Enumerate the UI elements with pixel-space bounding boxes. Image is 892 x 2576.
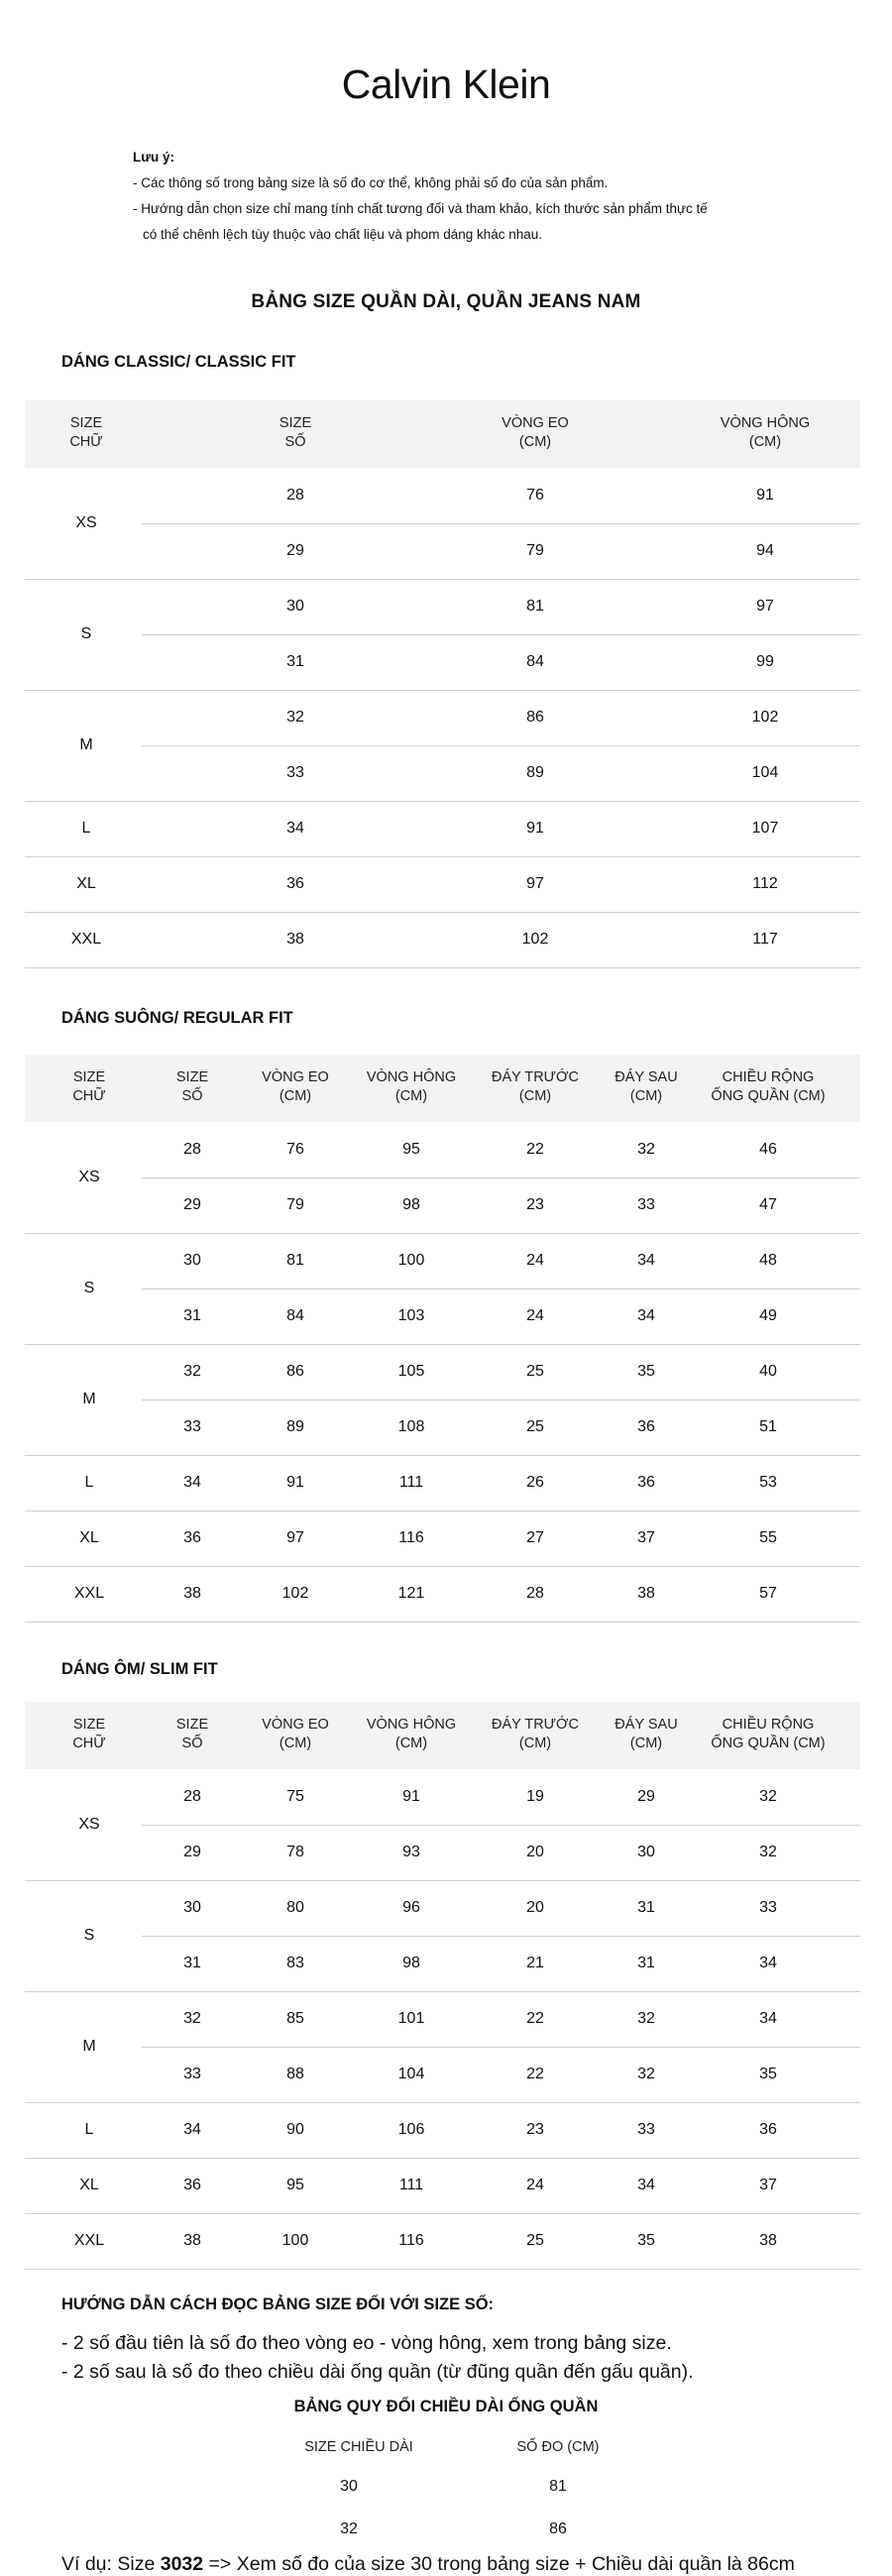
table-cell: 37: [759, 2177, 777, 2193]
table-cell: 38: [759, 2232, 777, 2249]
guide-line: - 2 số đầu tiên là số đo theo vòng eo - vòng hông, xem trong bảng size.: [61, 2332, 672, 2354]
table-cell: 103: [397, 1307, 425, 1324]
column-header: ĐÁY TRƯỚC (CM): [492, 1717, 579, 1751]
table-cell: 75: [286, 1788, 304, 1805]
table-cell: 53: [759, 1474, 777, 1491]
size-letter-cell: L: [81, 820, 91, 837]
conversion-cell: 81: [549, 2478, 567, 2495]
table-cell: 91: [756, 487, 774, 504]
conversion-header-size: SIZE CHIỀU DÀI: [304, 2439, 413, 2455]
table-cell: 98: [402, 1955, 420, 1971]
table-cell: 34: [183, 1474, 201, 1491]
table-cell: 105: [397, 1363, 425, 1380]
table-cell: 100: [397, 1252, 425, 1269]
table-cell: 30: [637, 1844, 655, 1860]
table-cell: 102: [281, 1585, 309, 1602]
table-cell: 98: [402, 1196, 420, 1213]
size-letter-cell: L: [84, 2121, 94, 2138]
table-cell: 38: [183, 2232, 201, 2249]
table-cell: 100: [281, 2232, 309, 2249]
table-cell: 31: [637, 1899, 655, 1916]
group-divider: [25, 2269, 860, 2270]
table-cell: 91: [526, 820, 544, 837]
group-divider: [25, 1455, 860, 1456]
table-cell: 101: [397, 2010, 425, 2027]
table-cell: 35: [637, 2232, 655, 2249]
table-cell: 99: [756, 653, 774, 670]
column-header: SIZE CHỮ: [69, 415, 103, 450]
size-letter-cell: XL: [79, 2177, 99, 2193]
table-cell: 89: [526, 764, 544, 781]
table-cell: 79: [286, 1196, 304, 1213]
example-suffix: => Xem số đo của size 30 trong bảng size + Chiều dài quần là 86cm: [203, 2553, 795, 2575]
group-divider: [25, 1233, 860, 1234]
group-divider: [25, 1344, 860, 1345]
note-line: - Hướng dẫn chọn size chỉ mang tính chất tương đối và tham khảo, kích thước sản phẩm thực tế: [133, 201, 708, 216]
group-divider: [25, 801, 860, 802]
table-cell: 32: [637, 1141, 655, 1158]
row-divider: [142, 1288, 860, 1289]
table-cell: 22: [526, 2066, 544, 2082]
table-cell: 33: [759, 1899, 777, 1916]
table-cell: 34: [637, 2177, 655, 2193]
table-cell: 32: [183, 1363, 201, 1380]
row-divider: [142, 1825, 860, 1826]
group-divider: [25, 967, 860, 968]
table-cell: 107: [751, 820, 779, 837]
row-divider: [142, 523, 860, 524]
table-cell: 25: [526, 1418, 544, 1435]
table-cell: 112: [752, 875, 778, 892]
table-cell: 102: [521, 931, 549, 948]
size-letter-cell: XXL: [73, 1585, 105, 1602]
size-letter-cell: XXL: [73, 2232, 105, 2249]
table-cell: 89: [286, 1418, 304, 1435]
table-cell: 32: [286, 709, 304, 726]
table-cell: 29: [183, 1844, 201, 1860]
row-divider: [142, 2047, 860, 2048]
column-header: CHIỀU RỘNG ỐNG QUẦN (CM): [711, 1717, 826, 1751]
table-cell: 29: [286, 542, 304, 559]
table-cell: 111: [398, 1474, 424, 1491]
size-letter-cell: M: [82, 2038, 96, 2055]
column-header: VÒNG EO (CM): [262, 1717, 329, 1751]
table-cell: 34: [286, 820, 304, 837]
group-divider: [25, 690, 860, 691]
table-cell: 76: [286, 1141, 304, 1158]
table-cell: 84: [526, 653, 544, 670]
group-divider: [25, 1622, 860, 1623]
row-divider: [142, 1177, 860, 1178]
group-divider: [25, 579, 860, 580]
table-cell: 21: [526, 1955, 544, 1971]
conversion-cell: 86: [549, 2520, 567, 2537]
table-cell: 57: [759, 1585, 777, 1602]
table-cell: 78: [286, 1844, 304, 1860]
table-cell: 88: [286, 2066, 304, 2082]
table-cell: 32: [759, 1844, 777, 1860]
table-cell: 93: [402, 1844, 420, 1860]
column-header: SIZE SỐ: [175, 1717, 209, 1751]
table-cell: 30: [183, 1899, 201, 1916]
table-cell: 36: [183, 1529, 201, 1546]
column-header: ĐÁY SAU (CM): [614, 1717, 678, 1751]
size-letter-cell: XL: [76, 875, 96, 892]
group-divider: [25, 2158, 860, 2159]
table-cell: 37: [637, 1529, 655, 1546]
table-header: [25, 1055, 860, 1122]
conversion-cell: 32: [340, 2520, 358, 2537]
column-header: SIZE CHỮ: [72, 1717, 106, 1751]
table-cell: 116: [398, 2232, 424, 2249]
conversion-title: BẢNG QUY ĐỔI CHIỀU DÀI ỐNG QUẦN: [293, 2398, 599, 2415]
table-cell: 32: [637, 2066, 655, 2082]
table-cell: 32: [637, 2010, 655, 2027]
note-line: có thể chênh lệch tùy thuộc vào chất liệu và phom dáng khác nhau.: [143, 227, 543, 242]
table-cell: 22: [526, 1141, 544, 1158]
table-cell: 27: [526, 1529, 544, 1546]
table-cell: 95: [286, 2177, 304, 2193]
table-cell: 49: [759, 1307, 777, 1324]
size-letter-cell: S: [83, 1280, 95, 1296]
table-cell: 29: [637, 1788, 655, 1805]
table-cell: 116: [398, 1529, 424, 1546]
table-cell: 111: [398, 2177, 424, 2193]
table-cell: 22: [526, 2010, 544, 2027]
table-cell: 46: [759, 1141, 777, 1158]
example-prefix: Ví dụ: Size: [61, 2553, 161, 2575]
table-cell: 36: [759, 2121, 777, 2138]
size-letter-cell: L: [84, 1474, 94, 1491]
table-cell: 25: [526, 2232, 544, 2249]
table-cell: 97: [286, 1529, 304, 1546]
note-block: [133, 145, 827, 248]
row-divider: [142, 745, 860, 746]
size-letter-cell: XS: [78, 1169, 100, 1185]
table-cell: 20: [526, 1844, 544, 1860]
brand-logo: Calvin Klein: [341, 61, 551, 107]
table-cell: 36: [286, 875, 304, 892]
table-cell: 30: [183, 1252, 201, 1269]
table-cell: 38: [183, 1585, 201, 1602]
column-header: VÒNG HÔNG (CM): [366, 1069, 457, 1104]
table-cell: 85: [286, 2010, 304, 2027]
table-cell: 24: [526, 1307, 544, 1324]
table-cell: 33: [183, 2066, 201, 2082]
table-cell: 34: [759, 1955, 777, 1971]
table-cell: 23: [526, 2121, 544, 2138]
table-cell: 32: [759, 1788, 777, 1805]
table-cell: 86: [286, 1363, 304, 1380]
column-header: VÒNG HÔNG (CM): [366, 1717, 457, 1751]
table-cell: 35: [759, 2066, 777, 2082]
table-cell: 38: [286, 931, 304, 948]
row-divider: [142, 634, 860, 635]
table-cell: 31: [183, 1955, 201, 1971]
table-cell: 106: [397, 2121, 425, 2138]
table-cell: 20: [526, 1899, 544, 1916]
size-letter-cell: XS: [75, 514, 97, 531]
group-divider: [25, 2102, 860, 2103]
table-header: [25, 1702, 860, 1769]
size-letter-cell: XS: [78, 1816, 100, 1833]
table-cell: 117: [752, 931, 778, 948]
table-cell: 24: [526, 1252, 544, 1269]
table-cell: 34: [759, 2010, 777, 2027]
table-cell: 34: [183, 2121, 201, 2138]
table-cell: 90: [286, 2121, 304, 2138]
table-cell: 29: [183, 1196, 201, 1213]
size-letter-cell: S: [80, 625, 92, 642]
size-letter-cell: XXL: [70, 931, 102, 948]
table-cell: 76: [526, 487, 544, 504]
table-cell: 36: [637, 1474, 655, 1491]
table-cell: 19: [526, 1788, 544, 1805]
conversion-header-measure: SỐ ĐO (CM): [516, 2439, 600, 2455]
section-title-regular: DÁNG SUÔNG/ REGULAR FIT: [61, 1009, 293, 1027]
group-divider: [25, 1566, 860, 1567]
table-cell: 91: [286, 1474, 304, 1491]
group-divider: [25, 912, 860, 913]
table-cell: 38: [637, 1585, 655, 1602]
table-cell: 47: [759, 1196, 777, 1213]
table-cell: 84: [286, 1307, 304, 1324]
table-cell: 32: [183, 2010, 201, 2027]
guide-line: - 2 số sau là số đo theo chiều dài ống quần (từ đũng quần đến gấu quần).: [61, 2361, 694, 2383]
table-cell: 83: [286, 1955, 304, 1971]
table-cell: 97: [756, 598, 774, 615]
table-cell: 33: [286, 764, 304, 781]
example-text: [61, 2553, 795, 2576]
table-cell: 31: [637, 1955, 655, 1971]
group-divider: [25, 1880, 860, 1881]
table-cell: 79: [526, 542, 544, 559]
column-header: SIZE CHỮ: [72, 1069, 106, 1104]
table-cell: 28: [286, 487, 304, 504]
table-cell: 33: [637, 2121, 655, 2138]
group-divider: [25, 1991, 860, 1992]
size-letter-cell: M: [79, 736, 93, 753]
column-header: ĐÁY TRƯỚC (CM): [492, 1069, 579, 1104]
table-cell: 81: [286, 1252, 304, 1269]
table-cell: 40: [759, 1363, 777, 1380]
table-cell: 94: [756, 542, 774, 559]
column-header: VÒNG EO (CM): [262, 1069, 329, 1104]
size-letter-cell: S: [83, 1927, 95, 1944]
example-code: 3032: [160, 2553, 204, 2575]
guide-title: HƯỚNG DẪN CÁCH ĐỌC BẢNG SIZE ĐỐI VỚI SIZE SỐ:: [61, 2296, 495, 2313]
table-cell: 86: [526, 709, 544, 726]
section-title-slim: DÁNG ÔM/ SLIM FIT: [61, 1660, 218, 1678]
table-cell: 34: [637, 1307, 655, 1324]
table-cell: 28: [183, 1141, 201, 1158]
table-cell: 97: [526, 875, 544, 892]
table-cell: 102: [751, 709, 779, 726]
table-cell: 95: [402, 1141, 420, 1158]
table-cell: 33: [183, 1418, 201, 1435]
table-cell: 96: [402, 1899, 420, 1916]
table-cell: 81: [526, 598, 544, 615]
column-header: SIZE SỐ: [175, 1069, 209, 1104]
size-letter-cell: M: [82, 1391, 96, 1407]
group-divider: [25, 2213, 860, 2214]
table-cell: 35: [637, 1363, 655, 1380]
group-divider: [25, 1511, 860, 1512]
table-cell: 26: [526, 1474, 544, 1491]
table-cell: 108: [397, 1418, 425, 1435]
note-line: - Các thông số trong bảng size là số đo cơ thể, không phải số đo của sản phẩm.: [133, 175, 609, 190]
table-cell: 33: [637, 1196, 655, 1213]
table-cell: 34: [637, 1252, 655, 1269]
table-cell: 23: [526, 1196, 544, 1213]
table-cell: 30: [286, 598, 304, 615]
size-letter-cell: XL: [79, 1529, 99, 1546]
table-cell: 28: [183, 1788, 201, 1805]
table-cell: 51: [759, 1418, 777, 1435]
column-header: VÒNG HÔNG (CM): [720, 415, 811, 450]
row-divider: [142, 1936, 860, 1937]
table-cell: 36: [637, 1418, 655, 1435]
column-header: CHIỀU RỘNG ỐNG QUẦN (CM): [711, 1069, 826, 1104]
table-cell: 121: [397, 1585, 425, 1602]
table-cell: 31: [183, 1307, 201, 1324]
note-title: Lưu ý:: [133, 150, 175, 165]
table-cell: 91: [402, 1788, 420, 1805]
column-header: ĐÁY SAU (CM): [614, 1069, 678, 1104]
column-header: SIZE SỐ: [279, 415, 312, 450]
page-title: BẢNG SIZE QUẦN DÀI, QUẦN JEANS NAM: [251, 291, 641, 312]
table-header: [25, 400, 860, 468]
conversion-cell: 30: [340, 2478, 358, 2495]
column-header: VÒNG EO (CM): [502, 415, 569, 450]
table-cell: 55: [759, 1529, 777, 1546]
table-cell: 25: [526, 1363, 544, 1380]
section-title-classic: DÁNG CLASSIC/ CLASSIC FIT: [61, 353, 296, 371]
table-cell: 48: [759, 1252, 777, 1269]
table-cell: 28: [526, 1585, 544, 1602]
table-cell: 31: [286, 653, 304, 670]
table-cell: 104: [751, 764, 779, 781]
group-divider: [25, 856, 860, 857]
table-cell: 24: [526, 2177, 544, 2193]
table-cell: 36: [183, 2177, 201, 2193]
table-cell: 80: [286, 1899, 304, 1916]
table-cell: 104: [397, 2066, 425, 2082]
